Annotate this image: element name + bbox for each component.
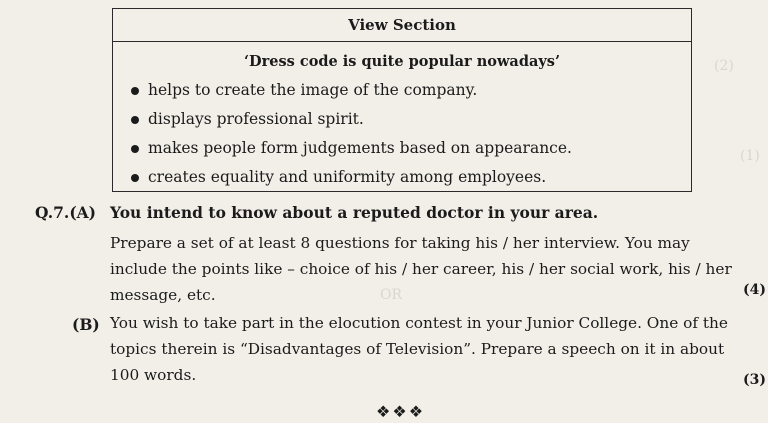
bullet-item (131, 134, 691, 163)
part-b-body: You wish to take part in the elocution contest in your Junior College. One of the topics therein is “Disadvantages of Television”. Prepare a speech on it in about 100 words. (110, 314, 728, 384)
bleed-through-text: (1) (740, 148, 760, 164)
bleed-through-text: (2) (714, 58, 734, 74)
end-of-section-ornament: ❖❖❖ (376, 402, 426, 421)
bullet-item (131, 105, 691, 134)
part-b-label: (B) (72, 315, 100, 334)
bullet-item (131, 76, 691, 105)
bullet-icon (131, 145, 139, 153)
part-a-body: Prepare a set of at least 8 questions for taking his / her interview. You may include the points like – choice of his / her career, his / her social work, his / her message, etc. (110, 234, 732, 304)
part-b-marks: (3) (743, 372, 766, 388)
bullet-icon (131, 87, 139, 95)
bullet-text: displays professional spirit. (148, 110, 364, 128)
bleed-through-text: OR (380, 287, 403, 303)
view-section-box (112, 8, 692, 192)
bullet-icon (131, 174, 139, 182)
view-section-bullet-list (113, 76, 691, 192)
question-number-with-part-a (35, 203, 96, 222)
bullet-icon (131, 116, 139, 124)
bullet-text: makes people form judgements based on appearance. (148, 139, 572, 157)
view-section-heading: View Section (113, 9, 691, 42)
question-number: Q.7. (35, 203, 70, 222)
part-a-title: You intend to know about a reputed doctor in your area. (110, 203, 599, 222)
bullet-text: creates equality and uniformity among employees. (148, 168, 547, 186)
part-a-label: (A) (69, 203, 97, 222)
view-section-topic: ‘Dress code is quite popular nowadays’ (244, 53, 560, 70)
bullet-text: helps to create the image of the company. (148, 81, 478, 99)
part-a-marks: (4) (743, 282, 766, 298)
bullet-item (131, 163, 691, 192)
